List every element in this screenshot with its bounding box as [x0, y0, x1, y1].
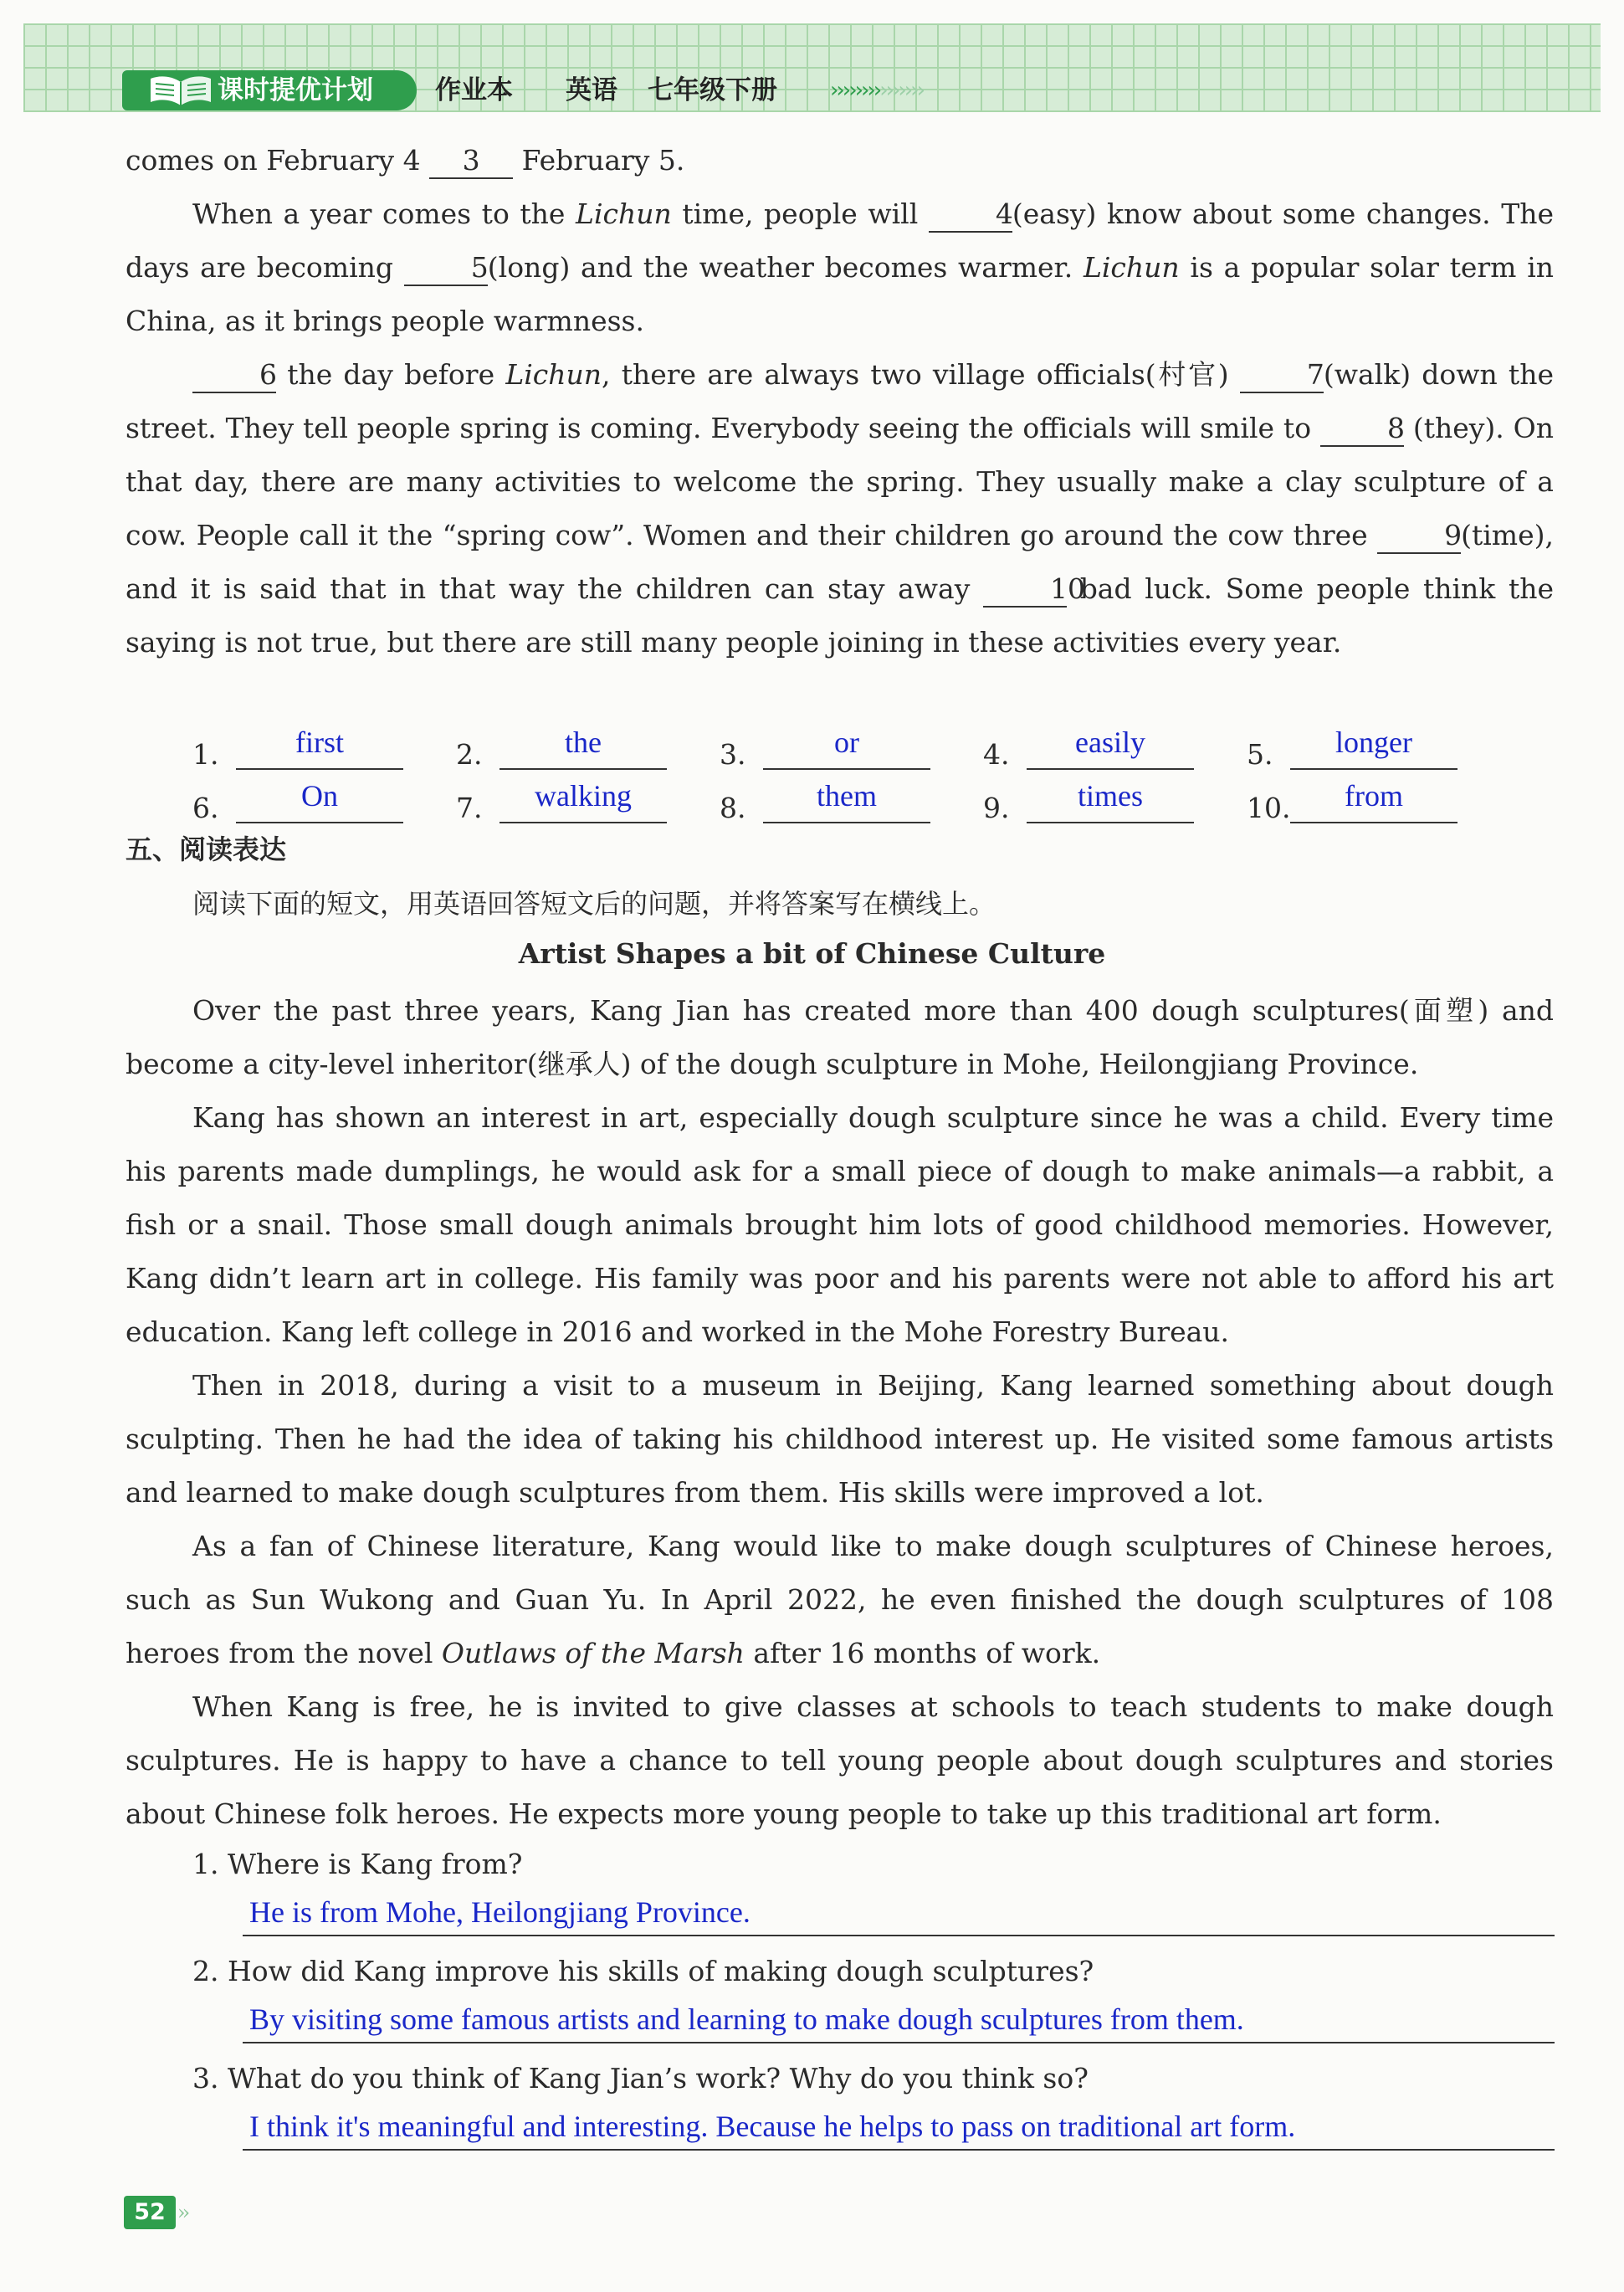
text: (easy) know about some changes. The days are becoming — [126, 197, 1555, 284]
answer-line — [499, 822, 667, 823]
answer-line — [499, 768, 667, 770]
book-title: Outlaws of the Marsh — [441, 1637, 745, 1669]
answer-line — [763, 768, 930, 770]
page-number: 52 — [124, 2196, 176, 2229]
answer-value: On — [301, 779, 338, 813]
text: , there are always two village officials(村官) — [602, 358, 1229, 391]
answer-2: By visiting some famous artists and learning to make dough sculptures from them. — [243, 2002, 1555, 2043]
answer-3: I think it's meaningful and interesting. Because he helps to pass on traditional art form. — [243, 2109, 1555, 2151]
book-type: 作业本 — [435, 75, 513, 105]
answer-number: 6. — [192, 792, 219, 824]
text: (long) and the weather becomes warmer. — [487, 251, 1073, 284]
answer-value: from — [1345, 779, 1403, 813]
text: bad luck. Some people think the saying is not true, but there are still many people joining in these activities every year. — [126, 572, 1554, 659]
text: (walk) down the street. They tell people spring is coming. Everybody seeing the officials will smile to — [126, 358, 1554, 444]
text: is a popular solar term in China, as it brings people warmness. — [126, 251, 1555, 337]
question-3: 3. What do you think of Kang Jian’s work? Why do you think so? — [192, 2062, 1089, 2095]
article-paragraph-4 — [126, 1520, 1554, 1680]
answer-value: or — [834, 726, 859, 759]
article-paragraph-3: Then in 2018, during a visit to a museum in Beijing, Kang learned something about dough sculpting. Then he had the idea of taking his childhood interest up. He visited some famous artists and learned to make dough sculptures from them. His skills were improved a lot. — [126, 1369, 1554, 1509]
answer-number: 3. — [720, 738, 746, 771]
article-paragraph-5: When Kang is free, he is invited to give classes at schools to teach students to make dough sculptures. He is happy to have a chance to tell young people about dough sculptures and stories about Chinese folk heroes. He expects more young people to take up this traditional art form. — [126, 1690, 1554, 1830]
answer-value: easily — [1075, 726, 1145, 759]
answer-line — [763, 822, 930, 823]
answer-line — [236, 768, 403, 770]
answer-value: walking — [535, 779, 632, 813]
blank-7: 7 — [1240, 358, 1324, 393]
blank-6: 6 — [192, 358, 276, 393]
answer-line — [1027, 768, 1194, 770]
answer-number: 1. — [192, 738, 219, 771]
answer-number: 4. — [983, 738, 1010, 771]
instruction: 阅读下面的短文，用英语回答短文后的问题，并将答案写在横线上。 — [192, 888, 996, 920]
term-lichun: Lichun — [576, 197, 672, 230]
text: after 16 months of work. — [753, 1637, 1101, 1669]
answer-line — [1027, 822, 1194, 823]
brand-text: 课时提优计划 — [218, 75, 373, 105]
question-2: 2. How did Kang improve his skills of making dough sculptures? — [192, 1955, 1094, 1987]
text: (they). On that day, there are many activities to welcome the spring. They usually make a clay sculpture of a cow. People call it the “spring cow”. Women and their children go around the cow three — [126, 412, 1554, 551]
text: (time), and it is said that in that way the children can stay away — [126, 519, 1554, 605]
blank-10: 10 — [983, 572, 1067, 608]
passage1-line0 — [126, 134, 1554, 187]
passage1-paragraph2 — [126, 348, 1554, 669]
answer-line — [1290, 768, 1458, 770]
answer-1: He is from Mohe, Heilongjiang Province. — [243, 1895, 1555, 1936]
header-chevrons-decoration: ››››››››››››››› — [830, 78, 923, 103]
text: the day before — [287, 358, 495, 391]
subject: 英语 — [566, 75, 617, 105]
text: When a year comes to the — [192, 197, 566, 230]
answer-value: the — [565, 726, 602, 759]
answer-value: them — [817, 779, 877, 813]
grade: 七年级下册 — [648, 75, 777, 105]
answer-value: times — [1078, 779, 1143, 813]
text: comes on February 4 — [126, 144, 421, 177]
answer-number: 9. — [983, 792, 1010, 824]
blank-8: 8 — [1320, 412, 1404, 447]
answer-line — [236, 822, 403, 823]
term-lichun: Lichun — [1083, 251, 1180, 284]
text: As a fan of Chinese literature, Kang would like to make dough sculptures of Chinese heroes, such as Sun Wukong and Guan Yu. In April 2022, he even finished the dough sculptures of 108 heroes from the novel — [126, 1530, 1554, 1669]
answer-value: first — [295, 726, 344, 759]
answer-value: longer — [1335, 726, 1412, 759]
blank-3: 3 — [429, 144, 513, 179]
brand-logo — [122, 70, 417, 110]
article-paragraph-2: Kang has shown an interest in art, especially dough sculpture since he was a child. Every time his parents made dumplings, he would ask for a small piece of dough to make animals—a rabbit, a fish or a snail. Those small dough animals brought him lots of good childhood memories. However, Kang didn’t learn art in college. His family was poor and his parents were not able to afford his art education. Kang left college in 2016 and worked in the Mohe Forestry Bureau. — [126, 1101, 1554, 1348]
answer-number: 5. — [1247, 738, 1273, 771]
page-chevron-icon: ›› — [177, 2201, 187, 2224]
question-1: 1. Where is Kang from? — [192, 1848, 523, 1880]
article-paragraph-1: Over the past three years, Kang Jian has created more than 400 dough sculptures(面塑) and become a city-level inheritor(继承人) of the dough sculpture in Mohe, Heilongjiang Province. — [126, 994, 1554, 1080]
blank-5: 5 — [404, 251, 488, 286]
open-book-icon — [147, 74, 214, 109]
answer-number: 8. — [720, 792, 746, 824]
answer-number: 7. — [456, 792, 483, 824]
blank-4: 4 — [929, 197, 1012, 233]
text: February 5. — [521, 144, 685, 177]
text: time, people will — [682, 197, 919, 230]
answer-number: 2. — [456, 738, 483, 771]
term-lichun: Lichun — [505, 358, 602, 391]
answer-number: 10. — [1247, 792, 1291, 824]
blank-9: 9 — [1377, 519, 1461, 554]
passage1-paragraph1 — [126, 187, 1554, 348]
answer-line — [1290, 822, 1458, 823]
section-heading: 五、阅读表达 — [126, 833, 287, 865]
article-title: Artist Shapes a bit of Chinese Culture — [518, 937, 1106, 970]
